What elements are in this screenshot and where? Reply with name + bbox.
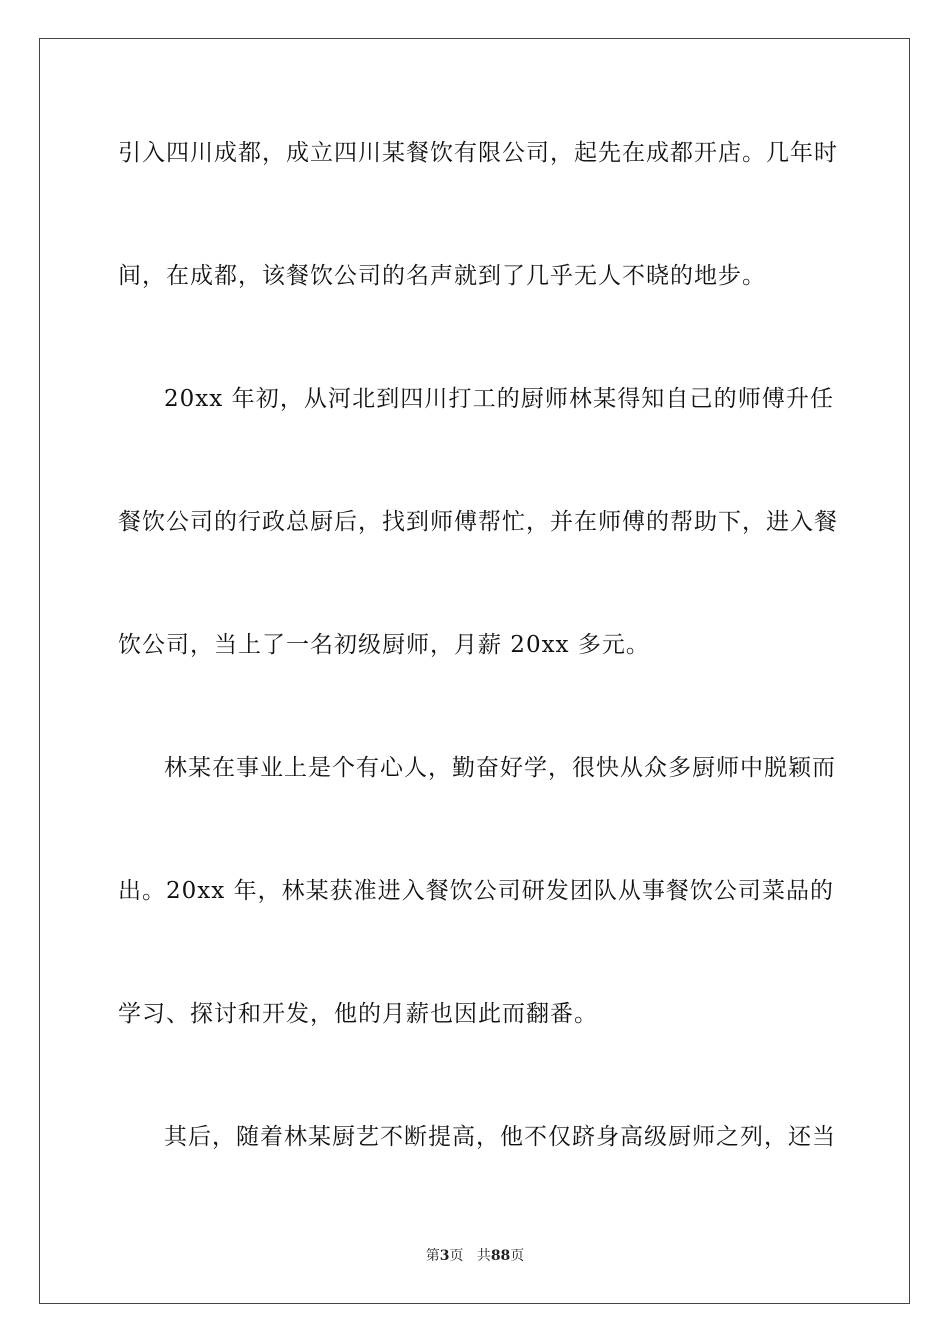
body-line-4: 餐饮公司的行政总厨后，找到师傅帮忙，并在师傅的帮助下，进入餐 bbox=[118, 509, 838, 535]
page-footer bbox=[0, 1247, 950, 1265]
footer-total-prefix: 共 bbox=[476, 1248, 491, 1264]
body-line-8: 学习、探讨和开发，他的月薪也因此而翻番。 bbox=[118, 1001, 598, 1027]
body-line-9: 其后，随着林某厨艺不断提高，他不仅跻身高级厨师之列，还当 bbox=[164, 1124, 836, 1150]
body-line-6: 林某在事业上是个有心人，勤奋好学，很快从众多厨师中脱颖而 bbox=[164, 755, 836, 781]
footer-page-number: 3 bbox=[439, 1248, 450, 1264]
page-border bbox=[39, 38, 910, 1304]
body-line-2: 间，在成都，该餐饮公司的名声就到了几乎无人不晓的地步。 bbox=[118, 263, 766, 289]
body-line-1: 引入四川成都，成立四川某餐饮有限公司，起先在成都开店。几年时 bbox=[118, 140, 838, 166]
body-line-5: 饮公司，当上了一名初级厨师，月薪 20xx 多元。 bbox=[118, 632, 650, 658]
footer-total-pages: 88 bbox=[490, 1248, 511, 1264]
body-line-7: 出。20xx 年，林某获准进入餐饮公司研发团队从事餐饮公司菜品的 bbox=[118, 878, 834, 904]
body-line-3: 20xx 年初，从河北到四川打工的厨师林某得知自己的师傅升任 bbox=[164, 386, 834, 412]
footer-page-unit: 页 bbox=[449, 1248, 464, 1264]
footer-total-unit: 页 bbox=[510, 1248, 525, 1264]
footer-page-prefix: 第 bbox=[425, 1248, 440, 1264]
